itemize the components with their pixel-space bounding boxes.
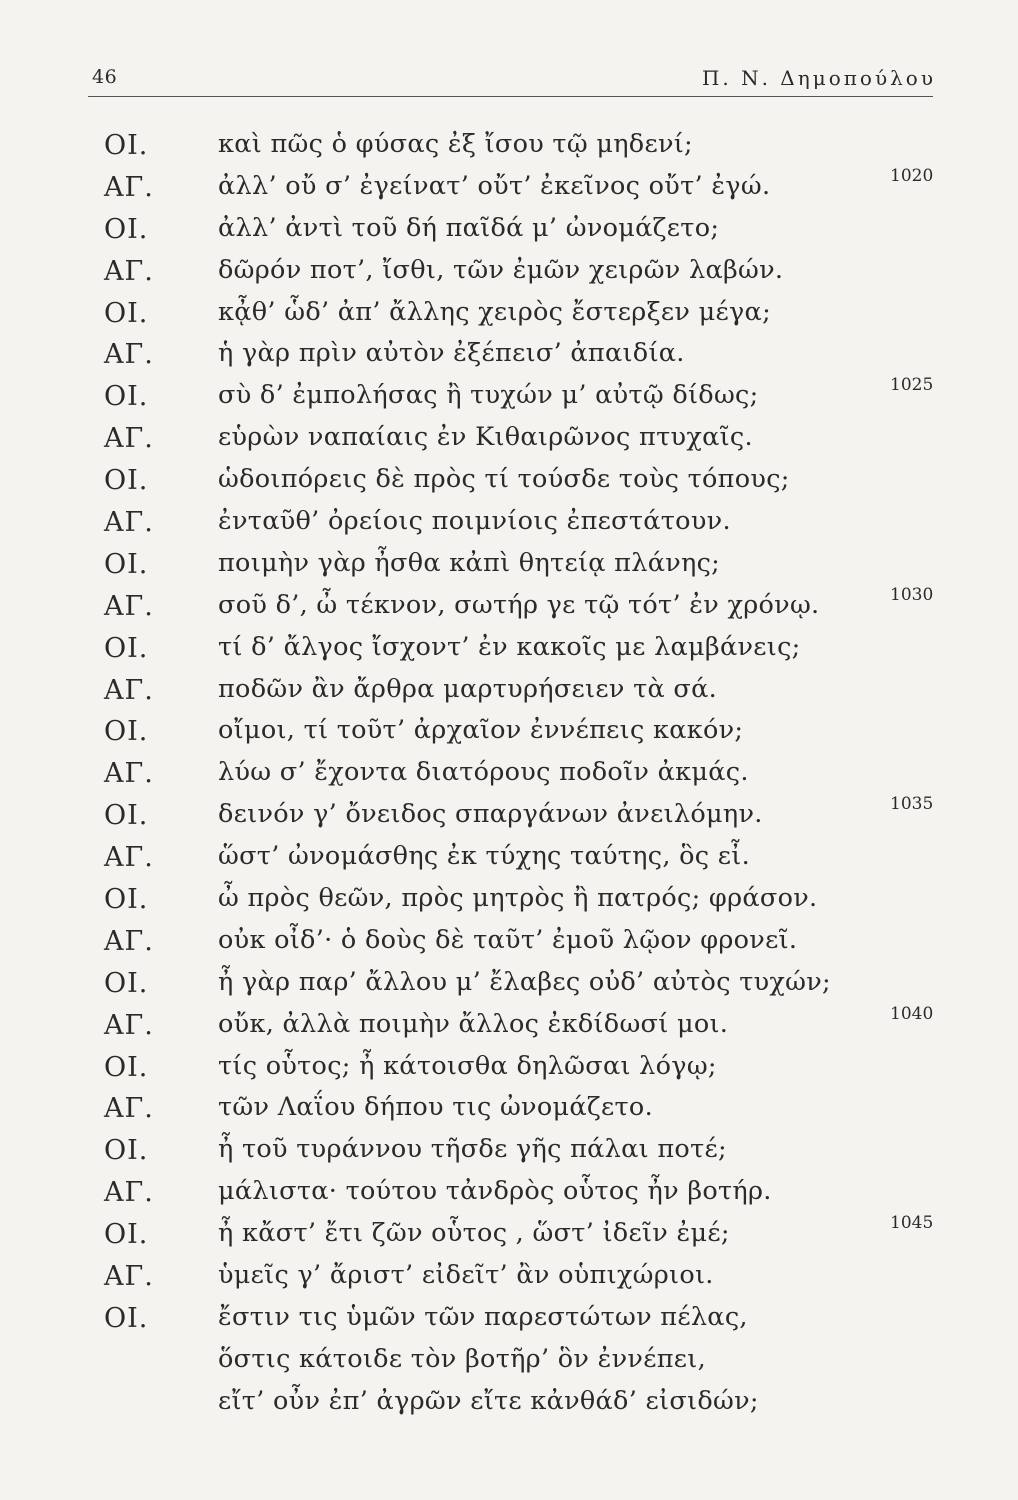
verse-line — [0, 1129, 1018, 1171]
speaker-label: ΑΓ. — [104, 507, 154, 539]
verse-line — [0, 1339, 1018, 1381]
speaker-label: ΟΙ. — [104, 297, 149, 329]
verse-line — [0, 710, 1018, 752]
verse-text: δῶρόν ποτ’, ἴσθι, τῶν ἐμῶν χειρῶν λαβών. — [218, 254, 784, 285]
verse-line — [0, 1255, 1018, 1297]
speaker-label: ΑΓ. — [104, 925, 154, 957]
verse-text: ἀλλ’ ἀντὶ τοῦ δή παῖδά μ’ ὠνομάζετο; — [218, 212, 720, 243]
verse-text: ποδῶν ἂν ἄρθρα μαρτυρήσειεν τὰ σά. — [218, 673, 718, 704]
verse-text: καὶ πῶς ὁ φύσας ἐξ ἴσου τῷ μηδενί; — [218, 129, 693, 159]
verse-line — [0, 166, 1018, 208]
verse-line — [0, 920, 1018, 962]
page-header — [88, 58, 948, 98]
verse-text: τίς οὗτος; ἦ κάτοισθα δηλῶσαι λόγῳ; — [218, 1050, 717, 1081]
speaker-label: ΑΓ. — [104, 171, 154, 203]
verse-text: δεινόν γ’ ὄνειδος σπαργάνων ἀνειλόμην. — [218, 799, 763, 830]
verse-line — [0, 1046, 1018, 1088]
verse-text: τί δ’ ἄλγος ἴσχοντ’ ἐν κακοῖς με λαμβάνεις; — [218, 631, 801, 662]
verse-line — [0, 375, 1018, 417]
line-number: 1040 — [890, 1003, 934, 1024]
speaker-label: ΟΙ. — [104, 381, 149, 413]
verse-line — [0, 962, 1018, 1004]
verse-text: μάλιστα· τούτου τἀνδρὸς οὗτος ἦν βοτήρ. — [218, 1176, 772, 1207]
verse-text: τῶν Λαΐου δήπου τις ὠνομάζετο. — [218, 1092, 653, 1123]
verse-line — [0, 1381, 1018, 1423]
verse-text: ὥστ’ ὠνομάσθης ἐκ τύχης ταύτης, ὃς εἶ. — [218, 841, 750, 872]
verse-line — [0, 1087, 1018, 1129]
verse-text: εὑρὼν ναπαίαις ἐν Κιθαιρῶνος πτυχαῖς. — [218, 422, 753, 453]
verse-text: ἦ τοῦ τυράννου τῆσδε γῆς πάλαι ποτέ; — [218, 1134, 727, 1165]
verse-text: ὑμεῖς γ’ ἄριστ’ εἰδεῖτ’ ἂν οὑπιχώριοι. — [218, 1260, 714, 1291]
verse-line — [0, 501, 1018, 543]
header-rule — [88, 96, 933, 97]
verse-line — [0, 878, 1018, 920]
page-number: 46 — [92, 66, 118, 88]
verse-line — [0, 1171, 1018, 1213]
verse-line — [0, 250, 1018, 292]
verse-lines — [0, 124, 1018, 1423]
running-head: Π. Ν. Δημοπούλου — [701, 66, 936, 90]
speaker-label: ΑΓ. — [104, 339, 154, 371]
verse-line — [0, 752, 1018, 794]
speaker-label: ΟΙ. — [104, 884, 149, 916]
verse-text: οἴμοι, τί τοῦτ’ ἀρχαῖον ἐννέπεις κακόν; — [218, 715, 744, 746]
verse-text: ἡ γὰρ πρὶν αὐτὸν ἐξέπεισ’ ἀπαιδία. — [218, 338, 685, 369]
speaker-label: ΟΙ. — [104, 1219, 149, 1251]
speaker-label: ΑΓ. — [104, 1261, 154, 1293]
verse-text: ἀλλ’ οὔ σ’ ἐγείνατ’ οὔτ’ ἐκεῖνος οὔτ’ ἐγώ. — [218, 170, 771, 201]
verse-text: ὡδοιπόρεις δὲ πρὸς τί τούσδε τοὺς τόπους; — [218, 464, 790, 495]
verse-text: ὦ πρὸς θεῶν, πρὸς μητρὸς ἢ πατρός; φράσον. — [218, 883, 818, 914]
speaker-label: ΑΓ. — [104, 1009, 154, 1041]
verse-line — [0, 836, 1018, 878]
speaker-label: ΟΙ. — [104, 130, 149, 161]
verse-text: ποιμὴν γὰρ ἦσθα κἀπὶ θητείᾳ πλάνης; — [218, 547, 721, 578]
verse-line — [0, 543, 1018, 585]
verse-text: ἔστιν τις ὑμῶν τῶν παρεστώτων πέλας, — [218, 1301, 748, 1332]
speaker-label: ΟΙ. — [104, 716, 149, 748]
verse-line — [0, 417, 1018, 459]
verse-text: οὔκ, ἀλλὰ ποιμὴν ἄλλος ἐκδίδωσί μοι. — [218, 1008, 729, 1039]
speaker-label: ΟΙ. — [104, 967, 149, 999]
verse-line — [0, 1297, 1018, 1339]
speaker-label: ΑΓ. — [104, 423, 154, 455]
verse-text: οὐκ οἶδ’· ὁ δοὺς δὲ ταῦτ’ ἐμοῦ λῷον φρονεῖ. — [218, 924, 798, 955]
verse-line — [0, 627, 1018, 669]
line-number: 1035 — [890, 794, 934, 815]
speaker-label: ΑΓ. — [104, 758, 154, 790]
verse-line — [0, 459, 1018, 501]
verse-line — [0, 292, 1018, 334]
verse-line — [0, 208, 1018, 250]
speaker-label: ΑΓ. — [104, 590, 154, 622]
verse-text: ἦ κἄστ’ ἔτι ζῶν οὗτος , ὥστ’ ἰδεῖν ἐμέ; — [218, 1218, 730, 1249]
line-number: 1025 — [890, 375, 934, 396]
verse-text: σὺ δ’ ἐμπολήσας ἢ τυχών μ’ αὐτῷ δίδως; — [218, 380, 759, 411]
speaker-label: ΟΙ. — [104, 1135, 149, 1167]
verse-text: ὅστις κάτοιδε τὸν βοτῆρ’ ὃν ἐννέπει, — [218, 1343, 707, 1374]
verse-text: κᾆθ’ ὧδ’ ἀπ’ ἄλλης χειρὸς ἔστερξεν μέγα; — [218, 296, 771, 327]
speaker-label: ΟΙ. — [104, 800, 149, 832]
verse-line — [0, 1213, 1018, 1255]
verse-line — [0, 124, 1018, 166]
verse-line — [0, 333, 1018, 375]
speaker-label: ΟΙ. — [104, 1051, 149, 1083]
speaker-label: ΟΙ. — [104, 465, 149, 497]
speaker-label: ΑΓ. — [104, 674, 154, 706]
speaker-label: ΑΓ. — [104, 255, 154, 287]
speaker-label: ΑΓ. — [104, 1177, 154, 1209]
line-number: 1045 — [890, 1213, 934, 1234]
speaker-label: ΟΙ. — [104, 632, 149, 664]
line-number: 1020 — [890, 165, 934, 186]
verse-line — [0, 1004, 1018, 1046]
verse-text: εἴτ’ οὖν ἐπ’ ἀγρῶν εἴτε κἀνθάδ’ εἰσιδών; — [218, 1385, 759, 1416]
verse-line — [0, 585, 1018, 627]
verse-text: σοῦ δ’, ὦ τέκνον, σωτήρ γε τῷ τότ’ ἐν χρόνῳ. — [218, 589, 820, 620]
speaker-label: ΟΙ. — [104, 548, 149, 580]
verse-text: ἐνταῦθ’ ὀρείοις ποιμνίοις ἐπεστάτουν. — [218, 506, 731, 537]
line-number: 1030 — [890, 584, 934, 605]
speaker-label: ΑΓ. — [104, 1093, 154, 1125]
verse-text: λύω σ’ ἔχοντα διατόρους ποδοῖν ἀκμάς. — [218, 757, 749, 788]
speaker-label: ΟΙ. — [104, 1302, 149, 1334]
speaker-label: ΟΙ. — [104, 213, 149, 245]
verse-line — [0, 794, 1018, 836]
verse-text: ἦ γὰρ παρ’ ἄλλου μ’ ἔλαβες οὐδ’ αὐτὸς τυχών; — [218, 966, 831, 997]
verse-line — [0, 669, 1018, 711]
speaker-label: ΑΓ. — [104, 842, 154, 874]
